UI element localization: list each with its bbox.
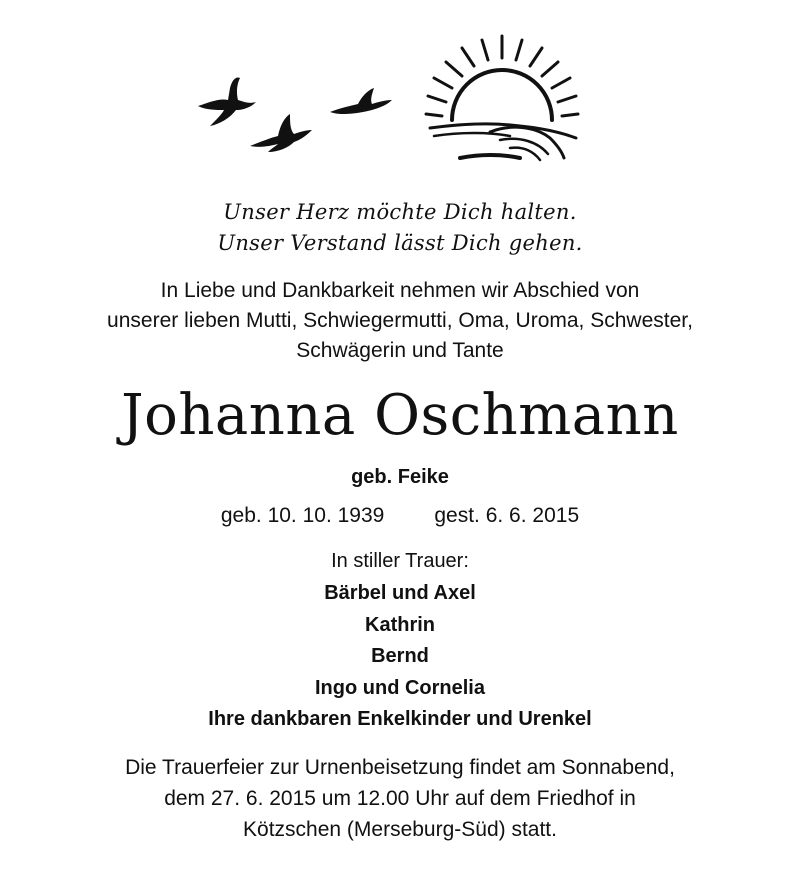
- header-illustration: [190, 28, 600, 168]
- life-dates: [0, 504, 800, 528]
- mourners-heading: In stiller Trauer:: [331, 550, 469, 572]
- motto-line-2: Unser Verstand lässt Dich gehen.: [217, 231, 583, 255]
- intro-line-3: Schwägerin und Tante: [296, 339, 504, 362]
- death-date: gest. 6. 6. 2015: [434, 504, 580, 527]
- flying-birds-icon: [198, 77, 392, 152]
- mourner-name: Bernd: [371, 645, 429, 667]
- birth-date: geb. 10. 10. 1939: [220, 504, 385, 527]
- setting-sun-over-hills-icon: [426, 36, 578, 160]
- maiden-name: geb. Feike: [351, 466, 449, 488]
- deceased-name: Johanna Oschmann: [121, 383, 679, 448]
- intro-line-2: unserer lieben Mutti, Schwiegermutti, Oma, Uroma, Schwester,: [107, 309, 693, 332]
- intro-line-1: In Liebe und Dankbarkeit nehmen wir Abschied von: [160, 279, 640, 302]
- motto-line-1: Unser Herz möchte Dich halten.: [223, 200, 577, 224]
- mourner-name: Ihre dankbaren Enkelkinder und Urenkel: [208, 708, 592, 730]
- mourner-name: Ingo und Cornelia: [315, 677, 485, 699]
- mourner-name: Bärbel und Axel: [324, 582, 476, 604]
- ceremony-line-1: Die Trauerfeier zur Urnenbeisetzung findet am Sonnabend,: [125, 756, 675, 779]
- ceremony-line-3: Kötzschen (Merseburg-Süd) statt.: [243, 818, 557, 841]
- mourner-name: Kathrin: [365, 614, 435, 636]
- ceremony-line-2: dem 27. 6. 2015 um 12.00 Uhr auf dem Friedhof in: [164, 787, 636, 810]
